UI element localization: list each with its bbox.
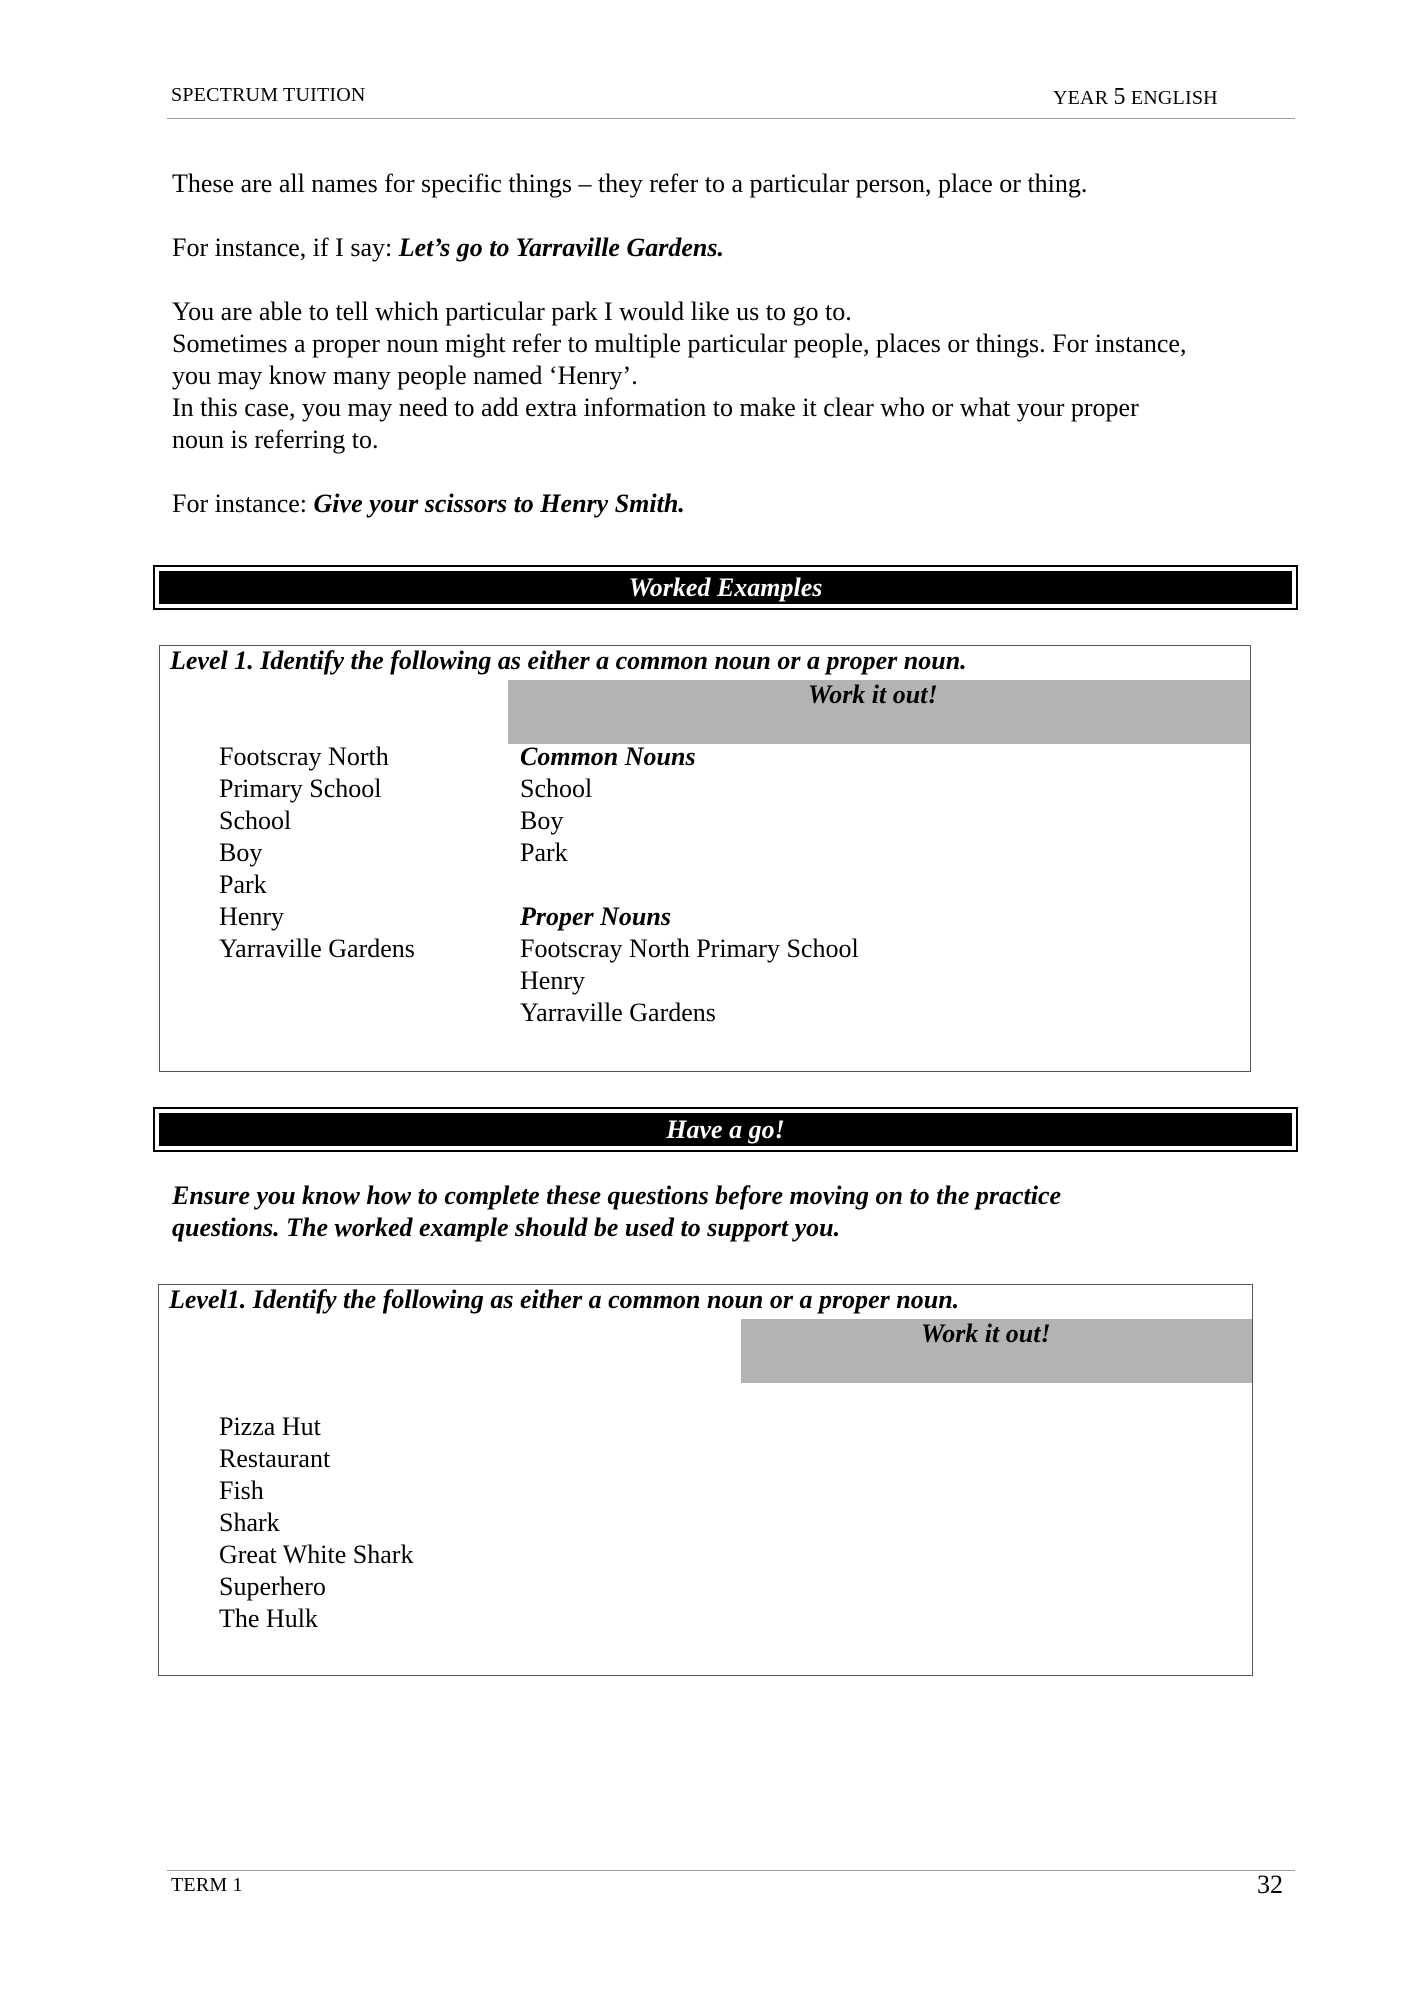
list-item: Park [520, 838, 568, 867]
intro-p2-example: Let’s go to Yarraville Gardens. [398, 233, 724, 262]
have-a-go-note [172, 1180, 1061, 1244]
intro-paragraph-3 [172, 296, 1186, 456]
worked-example-title: Level 1. Identify the following as either a common noun or a proper noun. [170, 646, 967, 675]
list-item: Henry [219, 902, 284, 931]
worked-items-list [219, 741, 415, 965]
footer-rule [167, 1870, 1295, 1871]
header-left: SPECTRUM TUITION [171, 84, 366, 106]
list-item: Restaurant [219, 1444, 331, 1473]
list-item: Pizza Hut [219, 1412, 321, 1441]
list-item: Great White Shark [219, 1540, 414, 1569]
list-item: Shark [219, 1508, 280, 1537]
work-it-out-label: Work it out! [921, 1319, 1051, 1348]
intro-paragraph-4 [172, 488, 685, 520]
work-it-out-header [508, 680, 1250, 744]
header-right-prefix: YEAR [1053, 87, 1114, 109]
intro-p2-plain: For instance, if I say: [172, 233, 399, 262]
intro-p3-line-1: You are able to tell which particular park I would like us to go to. [172, 297, 852, 326]
list-item: Footscray North [219, 742, 389, 771]
have-a-go-note-line-2: questions. The worked example should be used to support you. [172, 1213, 841, 1242]
worked-answers-list [520, 741, 859, 1029]
page-number: 32 [1257, 1870, 1283, 1899]
footer-left: TERM 1 [171, 1874, 243, 1896]
intro-p3-line-3: you may know many people named ‘Henry’. [172, 361, 638, 390]
work-it-out-header [741, 1319, 1252, 1383]
header-right-num: 5 [1113, 84, 1126, 110]
list-item: School [520, 774, 593, 803]
list-item: The Hulk [219, 1604, 318, 1633]
have-a-go-note-line-1: Ensure you know how to complete these questions before moving on to the practice [172, 1181, 1062, 1210]
have-a-go-title: Level1. Identify the following as either a common noun or a proper noun. [169, 1285, 960, 1314]
list-item: Fish [219, 1476, 264, 1505]
list-item: Footscray North Primary School [520, 934, 859, 963]
have-a-go-items-list [219, 1411, 413, 1635]
intro-p3-line-4: In this case, you may need to add extra information to make it clear who or what your proper [172, 393, 1139, 422]
header-right [1053, 84, 1218, 111]
common-nouns-heading: Common Nouns [520, 742, 696, 771]
list-spacer [520, 869, 859, 901]
intro-p4-example: Give your scissors to Henry Smith. [313, 489, 685, 518]
intro-p3-line-5: noun is referring to. [172, 425, 379, 454]
worked-examples-banner-label: Worked Examples [159, 571, 1292, 604]
list-item: Henry [520, 966, 585, 995]
list-item: Superhero [219, 1572, 326, 1601]
have-a-go-banner-label: Have a go! [159, 1113, 1292, 1146]
worked-examples-banner [153, 565, 1298, 610]
header-rule [167, 118, 1295, 119]
list-item: Park [219, 870, 267, 899]
header-right-suffix: ENGLISH [1125, 87, 1218, 109]
list-item: Yarraville Gardens [219, 934, 415, 963]
have-a-go-banner [153, 1107, 1298, 1152]
intro-p3-line-2: Sometimes a proper noun might refer to multiple particular people, places or things. For instance, [172, 329, 1187, 358]
have-a-go-box [158, 1284, 1253, 1676]
worked-example-box [159, 645, 1251, 1072]
intro-p4-plain: For instance: [172, 489, 314, 518]
list-item: Boy [520, 806, 564, 835]
proper-nouns-heading: Proper Nouns [520, 902, 671, 931]
work-it-out-label: Work it out! [808, 680, 938, 709]
intro-paragraph-2 [172, 232, 724, 264]
list-item: Boy [219, 838, 263, 867]
intro-paragraph-1: These are all names for specific things – they refer to a particular person, place or thing. [172, 169, 1088, 198]
list-item: School [219, 806, 292, 835]
list-item: Yarraville Gardens [520, 998, 716, 1027]
list-item: Primary School [219, 774, 382, 803]
